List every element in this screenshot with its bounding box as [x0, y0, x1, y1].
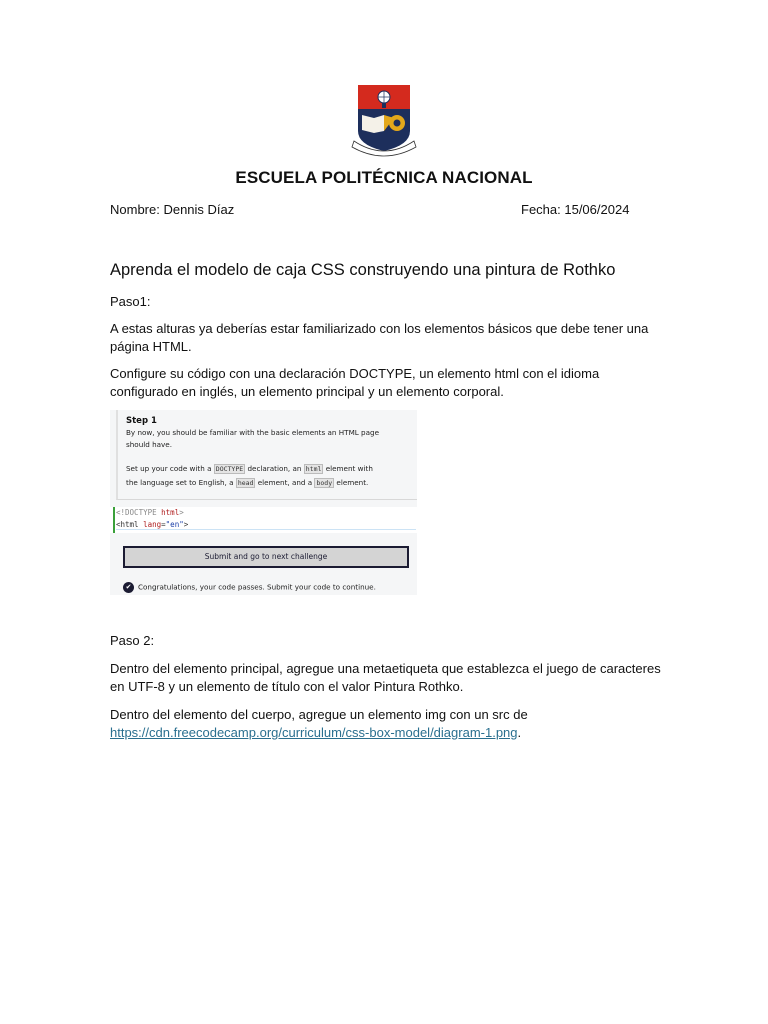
code-token: > — [183, 520, 189, 529]
code-token: > — [179, 508, 184, 517]
step-title: Step 1 — [126, 416, 157, 426]
instruction-text: declaration, an — [245, 464, 304, 473]
pass-text: Congratulations, your code passes. Submit your code to continue. — [138, 582, 376, 592]
code-editor[interactable] — [110, 507, 417, 533]
instruction-text: element, and a — [255, 478, 315, 487]
instruction-text: element. — [334, 478, 369, 487]
submit-button[interactable]: Submit and go to next challenge — [123, 546, 409, 568]
code-token: <html — [116, 520, 144, 529]
step1-screenshot — [110, 410, 417, 595]
step2-paragraph-2-end: . — [517, 725, 522, 740]
diagram-link[interactable]: https://cdn.freecodecamp.org/curriculum/css-box-model/diagram-1.png — [110, 725, 518, 740]
step1-paragraph-1: A estas alturas ya deberías estar familiarizado con los elementos básicos que debe tener una página HTML. — [110, 321, 649, 354]
student-name: Nombre: Dennis Díaz — [110, 202, 235, 217]
document-heading: Aprenda el modelo de caja CSS construyendo una pintura de Rothko — [110, 261, 616, 279]
code-token: lang — [143, 520, 162, 529]
university-crest-logo — [350, 83, 418, 159]
step2-paragraph-2 — [110, 706, 670, 742]
code-token: html — [161, 508, 180, 517]
editor-gutter — [113, 507, 115, 533]
date-field: Fecha: 15/06/2024 — [521, 202, 630, 217]
instruction-line — [126, 463, 373, 475]
instruction-line: By now, you should be familiar with the basic elements an HTML page — [126, 428, 380, 437]
instructions-panel — [116, 410, 417, 500]
instruction-line: should have. — [126, 440, 173, 449]
instruction-text: element with — [323, 464, 373, 473]
code-line-1 — [116, 508, 184, 517]
step1-paragraph-2: Configure su código con una declaración DOCTYPE, un elemento html con el idioma configurado en inglés, un elemento principal y un elemento corporal. — [110, 366, 600, 399]
step2-paragraph-1: Dentro del elemento principal, agregue una metaetiqueta que establezca el juego de caracteres en UTF-8 y un elemento de título con el valor Pintura Rothko. — [110, 661, 661, 694]
instruction-text: Set up your code with a — [126, 464, 214, 473]
code-line-2 — [116, 520, 416, 530]
step1-label: Paso1: — [110, 294, 151, 309]
code-doctype: DOCTYPE — [215, 465, 244, 473]
check-circle-icon: ✔ — [123, 582, 134, 593]
step2-label: Paso 2: — [110, 633, 155, 648]
instruction-line — [126, 477, 368, 489]
institution-title: ESCUELA POLITÉCNICA NACIONAL — [235, 168, 533, 187]
instruction-text: the language set to English, a — [126, 478, 236, 487]
pass-message — [123, 582, 376, 593]
code-body: body — [316, 479, 333, 487]
code-token: "en" — [165, 520, 184, 529]
code-html: html — [305, 465, 322, 473]
code-token: <!DOCTYPE — [116, 508, 162, 517]
code-token: = — [161, 520, 166, 529]
step2-paragraph-2-text: Dentro del elemento del cuerpo, agregue un elemento img con un src de — [110, 707, 528, 722]
code-head: head — [237, 479, 254, 487]
